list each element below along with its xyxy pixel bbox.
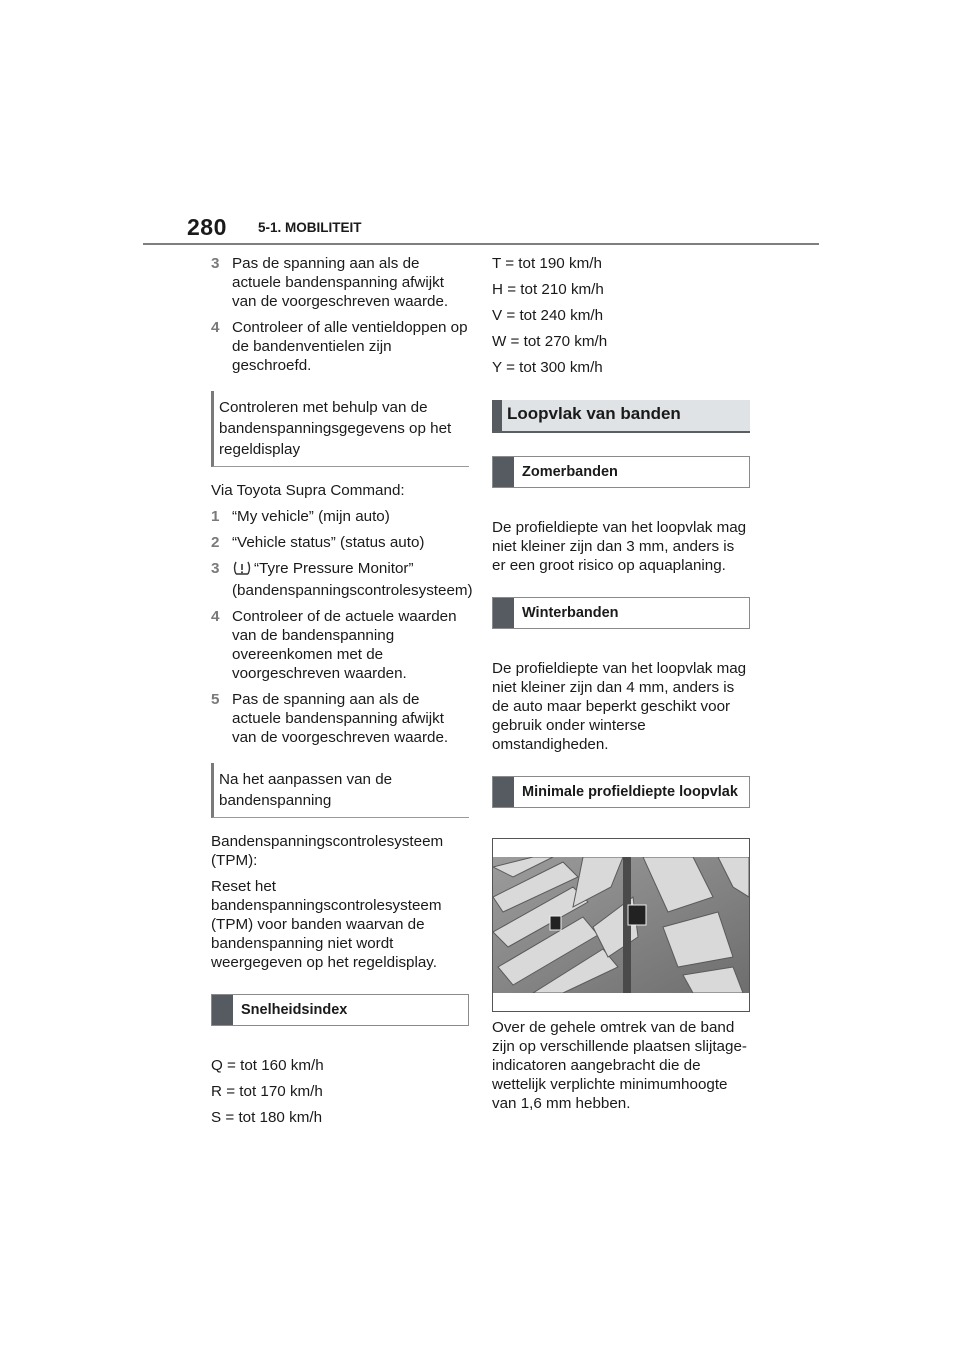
condition-heading: Controleren met behulp van de bandenspanningsgegevens op het regeldisplay: [211, 391, 469, 467]
min-tread-heading: [492, 776, 750, 808]
summer-text: De profieldiepte van het loopvlak mag niet kleiner zijn dan 3 mm, anders is er een groot risico op aquaplaning.: [492, 519, 747, 574]
step-number: 4: [211, 608, 220, 625]
header-rule: [143, 243, 819, 245]
winter-heading: [492, 597, 750, 629]
heading-label: Loopvlak van banden: [507, 404, 681, 423]
heading-bar: [493, 777, 514, 807]
step-number: 3: [211, 255, 220, 272]
step-item: [211, 254, 469, 311]
step-number: 3: [211, 560, 220, 577]
step-number: 4: [211, 319, 220, 336]
step-text: “My vehicle” (mijn auto): [232, 508, 390, 525]
step-text: Pas de spanning aan als de actuele bandenspanning afwijkt van de voorgeschreven waarde.: [232, 255, 449, 310]
step-text: Controleer of de actuele waarden van de bandenspanning overeenkomen met de voorgeschreven waarden.: [232, 608, 457, 682]
page-number: 280: [187, 214, 227, 240]
speed-item: S = tot 180 km/h: [211, 1109, 323, 1126]
heading-bar: [212, 995, 233, 1025]
right-column: [492, 254, 750, 1120]
step-number: 2: [211, 534, 220, 551]
section-title: 5-1. MOBILITEIT: [258, 220, 362, 235]
speed-item: W = tot 270 km/h: [492, 333, 608, 350]
tpm-label: Bandenspanningscontrolesysteem (TPM):: [211, 833, 444, 869]
step-item: [211, 559, 473, 600]
tread-heading: [492, 400, 750, 433]
tread-wear-figure: [492, 838, 750, 1012]
left-column: [211, 254, 473, 1134]
step-text: “Vehicle status” (status auto): [232, 534, 425, 551]
step-item: [211, 607, 469, 683]
winter-text: De profieldiepte van het loopvlak mag niet kleiner zijn dan 4 mm, anders is de auto maar beperkt geschikt voor gebruik onder winterse omstandigheden.: [492, 660, 747, 753]
summer-heading: [492, 456, 750, 488]
step-item: [211, 533, 469, 552]
speed-item: R = tot 170 km/h: [211, 1083, 323, 1100]
figure-caption: Over de gehele omtrek van de band zijn op verschillende plaatsen slijtage-indicatoren aangebracht die de wettelijk verplichte minimumhoogte van 1,6 mm hebben.: [492, 1019, 747, 1112]
condition-heading: Na het aanpassen van de bandenspanning: [211, 763, 469, 818]
heading-label: Snelheidsindex: [241, 1002, 348, 1018]
speed-item: V = tot 240 km/h: [492, 307, 604, 324]
step-item: [211, 507, 469, 526]
via-text: Via Toyota Supra Command:: [211, 482, 405, 499]
heading-bar: [492, 400, 502, 431]
step-number: 5: [211, 691, 220, 708]
tire-pressure-warning-icon: [232, 560, 252, 581]
heading-label: Winterbanden: [522, 605, 619, 621]
heading-bar: [493, 457, 514, 487]
step-item: [211, 318, 469, 375]
speed-item: Y = tot 300 km/h: [492, 359, 603, 376]
heading-label: Zomerbanden: [522, 464, 618, 480]
step-text: Pas de spanning aan als de actuele bandenspanning afwijkt van de voorgeschreven waarde.: [232, 691, 449, 746]
step-text: “Tyre Pressure Monitor” (bandenspanningscontrolesysteem): [232, 560, 473, 599]
speed-index-heading: [211, 994, 469, 1026]
step-item: [211, 690, 469, 747]
heading-bar: [493, 598, 514, 628]
speed-item: Q = tot 160 km/h: [211, 1057, 324, 1074]
tpm-text: Reset het bandenspanningscontrolesysteem (TPM) voor banden waarvan de bandenspanning niet wordt weergegeven op het regeldisplay.: [211, 878, 442, 971]
step-text: Controleer of alle ventieldoppen op de bandenventielen zijn geschroefd.: [232, 319, 468, 374]
heading-label: Minimale profieldiepte loopvlak: [522, 784, 738, 800]
speed-item: T = tot 190 km/h: [492, 255, 602, 272]
tire-tread-illustration: [493, 857, 749, 993]
step-number: 1: [211, 508, 220, 525]
speed-item: H = tot 210 km/h: [492, 281, 604, 298]
